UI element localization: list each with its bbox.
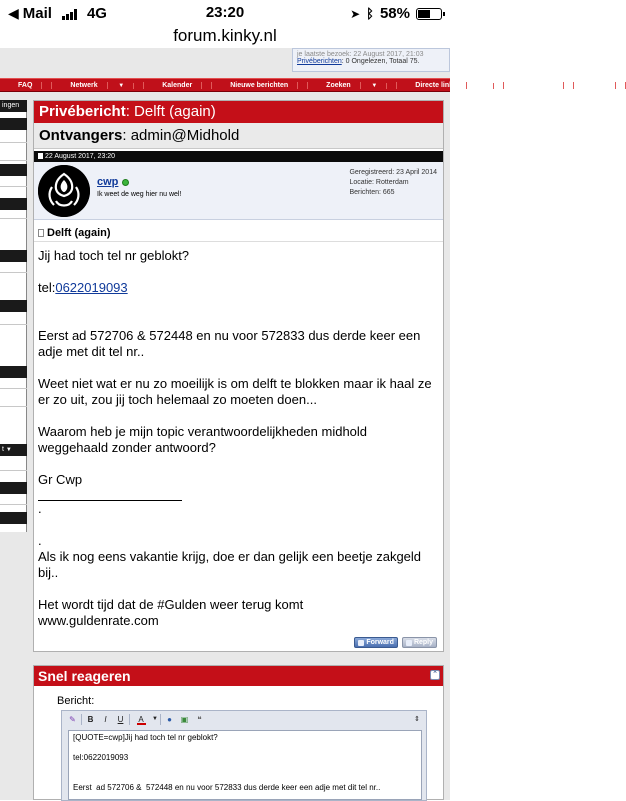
image-icon[interactable]: ▣ bbox=[180, 715, 189, 724]
nav-item-nieuwe-berichten[interactable] bbox=[212, 82, 308, 89]
sidebar-header-label: ingen bbox=[2, 102, 20, 109]
avatar[interactable] bbox=[38, 165, 90, 217]
sidebar-block bbox=[0, 118, 27, 130]
post-line: Jij had toch tel nr geblokt? bbox=[38, 248, 190, 263]
last-visit-text: je laatste bezoek: 22 August 2017, 21:03 bbox=[297, 51, 424, 58]
post-date-bar bbox=[34, 151, 443, 162]
sidebar-row-label: t bbox=[2, 446, 4, 453]
main-navbar bbox=[0, 78, 607, 92]
message-textarea[interactable]: [QUOTE=cwp]Jij had toch tel nr geblokt? tel:0622019093 Eerst ad 572706 & 572448 en nu voor 572833 dus derde keer een adje met dit tel nr.. bbox=[68, 730, 422, 800]
forward-button[interactable] bbox=[354, 637, 398, 648]
font-icon[interactable]: ✎ bbox=[69, 715, 76, 724]
chevron-down-icon: ▼ bbox=[467, 83, 494, 89]
tel-prefix: tel: bbox=[38, 280, 56, 295]
nav-item-uitloggen[interactable] bbox=[504, 82, 574, 89]
sidebar-block bbox=[0, 366, 27, 378]
sidebar-divider bbox=[0, 272, 27, 273]
carrier-label: Mail bbox=[22, 5, 52, 22]
nav-item-directe-links[interactable] bbox=[397, 82, 503, 89]
toolbar-separator bbox=[81, 714, 82, 725]
text-color-button[interactable] bbox=[132, 713, 150, 726]
post-paragraph: Weet niet wat er nu zo moeilijk is om delft te blokken maar ik haal ze er zo uit, zou jij toch helemaal zo moeten doen... bbox=[38, 376, 436, 407]
back-arrow-icon[interactable]: ◀ bbox=[8, 5, 19, 21]
welcome-box bbox=[292, 48, 450, 72]
post-title-text: Delft (again) bbox=[47, 227, 111, 239]
nav-item-chat[interactable] bbox=[574, 82, 626, 89]
sidebar-block bbox=[0, 300, 27, 312]
quick-reply-panel bbox=[33, 665, 444, 800]
pm-title-bar bbox=[34, 101, 443, 123]
sidebar-header bbox=[0, 100, 27, 112]
post-paragraph: Als ik nog eens vakantie krijg, doe er dan gelijk een beetje zakgeld bij.. bbox=[38, 549, 425, 580]
private-message-panel bbox=[33, 100, 444, 652]
chevron-down-icon: ▼ bbox=[361, 83, 388, 89]
sidebar-divider bbox=[0, 388, 27, 389]
sidebar-divider bbox=[0, 324, 27, 325]
nav-item-label: Uitloggen bbox=[513, 82, 564, 89]
quick-reply-title: Snel reageren bbox=[38, 668, 131, 684]
message-editor bbox=[61, 710, 427, 801]
post-actions bbox=[354, 637, 437, 648]
avatar-logo-icon bbox=[38, 165, 90, 217]
sidebar-divider bbox=[0, 160, 27, 161]
sidebar-block bbox=[0, 482, 27, 494]
tel-link[interactable]: 0622019093 bbox=[55, 280, 128, 295]
reply-icon bbox=[406, 640, 412, 646]
sidebar-row[interactable]: t ▼ bbox=[0, 444, 27, 456]
sidebar-divider bbox=[0, 406, 27, 407]
recipients-value: : admin@Midhold bbox=[122, 127, 240, 144]
post-paragraph: Waarom heb je mijn topic verantwoordelijkheden midhold weggehaald zonder antwoord? bbox=[38, 424, 371, 455]
nav-item-label: Zoeken bbox=[317, 82, 361, 89]
post-date: 22 August 2017, 23:20 bbox=[45, 153, 116, 160]
battery-percent: 58% bbox=[379, 5, 410, 22]
sidebar-block bbox=[0, 164, 27, 176]
sidebar-block bbox=[0, 250, 27, 262]
message-label: Bericht: bbox=[57, 695, 95, 707]
chevron-down-icon: ▼ bbox=[108, 83, 135, 89]
toolbar-separator bbox=[160, 714, 161, 725]
forward-label: Forward bbox=[366, 639, 394, 646]
nav-item-label: FAQ bbox=[9, 82, 42, 89]
recipients-bar bbox=[34, 123, 443, 149]
post-paragraph: Eerst ad 572706 & 572448 en nu voor 572833 dus derde keer een adje met dit tel nr.. bbox=[38, 328, 424, 359]
reply-label: Reply bbox=[413, 639, 433, 646]
recipients-label: Ontvangers bbox=[39, 127, 123, 144]
toolbar-separator bbox=[129, 714, 130, 725]
quick-reply-title-bar bbox=[34, 666, 443, 686]
online-status-icon bbox=[122, 179, 129, 186]
document-icon bbox=[38, 229, 44, 237]
nav-item-faq[interactable] bbox=[0, 82, 52, 89]
sidebar-divider bbox=[0, 218, 27, 219]
post-title bbox=[34, 224, 443, 242]
post-tel-line bbox=[38, 280, 439, 296]
status-right bbox=[350, 5, 442, 22]
sidebar-divider bbox=[0, 186, 27, 187]
pm-counts: : 0 Ongelezen, Totaal 75. bbox=[341, 58, 420, 65]
sidebar-divider bbox=[0, 504, 27, 505]
user-location: Locatie: Rotterdam bbox=[349, 179, 409, 186]
nav-item-label: Nieuwe berichten bbox=[221, 82, 298, 89]
forward-icon bbox=[358, 640, 364, 646]
nav-item-label: Kalender bbox=[153, 82, 202, 89]
sidebar-divider bbox=[0, 470, 27, 471]
nav-item-netwerk[interactable] bbox=[52, 82, 144, 89]
pm-subject: : Delft (again) bbox=[125, 103, 216, 120]
network-label: 4G bbox=[86, 5, 107, 22]
post-count: Berichten: 665 bbox=[349, 189, 395, 196]
post-body bbox=[34, 242, 443, 629]
underline-button[interactable]: U bbox=[117, 715, 124, 724]
private-messages-link[interactable]: Privéberichten bbox=[297, 58, 342, 65]
post-icon bbox=[38, 153, 43, 159]
user-info-row bbox=[34, 162, 443, 220]
url-bar[interactable]: forum.kinky.nl bbox=[173, 26, 277, 45]
editor-toolbar bbox=[62, 711, 426, 728]
italic-button[interactable]: I bbox=[104, 715, 107, 724]
sidebar-block bbox=[0, 198, 27, 210]
resize-icon[interactable]: ⇕ bbox=[414, 716, 420, 723]
forum-page bbox=[0, 48, 607, 800]
post-paragraph: Het wordt tijd dat de #Gulden weer terug komt bbox=[38, 597, 304, 612]
post-dot: . bbox=[38, 533, 42, 548]
post-greeting: Gr Cwp bbox=[38, 472, 83, 487]
collapse-icon[interactable]: ⌃ bbox=[430, 670, 440, 680]
post-url: www.guldenrate.com bbox=[38, 613, 159, 628]
quote-icon[interactable]: ❝ bbox=[197, 715, 202, 724]
text-color-label: A bbox=[138, 715, 144, 724]
user-title: Ik weet de weg hier nu wel! bbox=[97, 191, 182, 198]
bluetooth-icon: ᛒ bbox=[366, 6, 374, 21]
link-icon[interactable]: ● bbox=[167, 715, 172, 724]
bold-button[interactable]: B bbox=[87, 715, 94, 724]
battery-icon bbox=[416, 8, 442, 20]
status-time: 23:20 bbox=[205, 4, 245, 21]
sidebar bbox=[0, 100, 27, 532]
ios-status-bar bbox=[0, 0, 450, 26]
chevron-down-icon[interactable]: ▼ bbox=[152, 716, 158, 722]
nav-item-label: Directe links bbox=[406, 82, 467, 89]
nav-item-zoeken[interactable] bbox=[308, 82, 397, 89]
sidebar-block bbox=[0, 512, 27, 524]
user-stats bbox=[349, 168, 437, 198]
reply-button[interactable] bbox=[402, 637, 437, 648]
battery-fill bbox=[418, 10, 430, 18]
sidebar-divider bbox=[0, 142, 27, 143]
registered-date: Geregistreerd: 23 April 2014 bbox=[349, 169, 437, 176]
nav-item-label: Netwerk bbox=[61, 82, 107, 89]
post-dot: . bbox=[38, 501, 42, 516]
username-link[interactable]: cwp bbox=[97, 176, 119, 188]
pm-label: Privébericht bbox=[39, 103, 126, 120]
location-arrow-icon: ➤ bbox=[350, 6, 361, 21]
nav-item-kalender[interactable] bbox=[144, 82, 212, 89]
nav-item-label: chat bbox=[583, 82, 616, 89]
